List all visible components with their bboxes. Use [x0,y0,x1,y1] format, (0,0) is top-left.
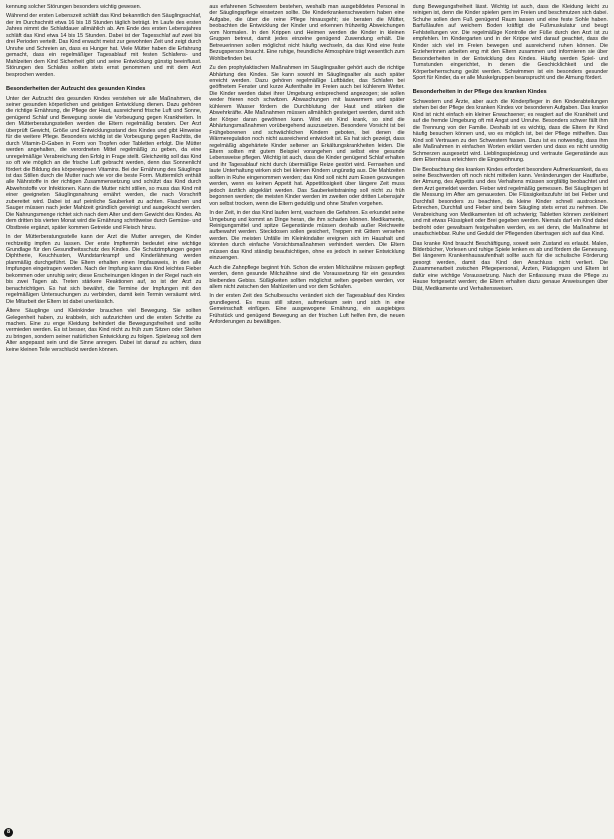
body-paragraph: Ältere Säuglinge und Kleinkinder brauchen viel Bewegung. Sie sollten Gelegenheit haben, zu krabbeln, sich aufzurichten und die ersten Schritte zu machen. Eine zu enge Kleidung behindert die Bewegungsfreiheit und sollte vermieden werden. Es ist besser, das Kind nicht zu früh zum Sitzen oder Stehen zu bringen, sondern seiner natürlichen Entwicklung zu folgen. Spielzeug soll dem Alter angepasst sein und die Sinne anregen. Dabei ist darauf zu achten, dass keine kleinen Teile verschluckt werden können. [6,308,202,353]
body-paragraph: aus erfahrenen Schwestern bestehen, weshalb man ausgebildetes Personal in der Säuglingspflege einsetzen sollte. Die Kinderkrankenschwestern haben eine Aufgabe, die über die reine Pflege hinausgeht; sie beraten die Mütter, beobachten die Entwicklung der Kinder und erkennen frühzeitig Abweichungen vom Normalen. In den Krippen und Heimen werden die Kinder in kleinen Gruppen betreut, damit jedes einzelne genügend Zuwendung erhält. Die Betreuerinnen sollen möglichst nicht häufig wechseln, da das Kind eine feste Bezugsperson braucht. Eine ruhige, freundliche Atmosphäre trägt wesentlich zum Wohlbefinden bei. [209,4,405,62]
body-paragraph: Während der ersten Lebenszeit schläft das Kind bekanntlich den Säuglingsschlaf, der im Durchschnitt etwa 16 bis 18 Stunden täglich beträgt. Im Laufe des ersten Jahres nimmt die Schlafdauer allmählich ab. Am Ende des ersten Lebensjahres schläft das Kind etwa 14 bis 15 Stunden. Dabei ist der Tagesschlaf auf zwei bis drei Perioden verteilt. Das Kind erwacht meist zur gewohnten Zeit und zeigt durch Unruhe und Schreien an, dass es Hunger hat. Viele Mütter haben die Erfahrung gemacht, dass ein regelmäßiger Tagesablauf mit festen Schlafens- und Mahlzeiten dem Kind Sicherheit gibt und seine Entwicklung günstig beeinflusst. Störungen des Schlafes sollten stets ernst genommen und mit dem Arzt besprochen werden. [6,13,202,78]
body-paragraph: Zu den prophylaktischen Maßnahmen im Säuglingsalter gehört auch die richtige Abhärtung des Kindes. Sie kann sowohl im Säuglingsalter als auch später erreicht werden. Dazu gehören regelmäßige Luftbäder, das Schlafen bei geöffnetem Fenster und kurze Aufenthalte im Freien auch bei kühlerem Wetter. Die Kinder werden dabei ihrer Umgebung entsprechend angezogen; sie sollen weder frieren noch schwitzen. Abwaschungen mit lauwarmem und später kühlerem Wasser fördern die Durchblutung der Haut und stärken die Abwehrkräfte. Alle Maßnahmen müssen allmählich gesteigert werden, damit sich der Körper daran gewöhnen kann. Wird ein Kind krank, so sind die Abhärtungsmaßnahmen vorübergehend auszusetzen. Besondere Vorsicht ist bei Frühgeborenen und schwächlichen Kindern geboten, bei denen die Wärmeregulation noch nicht ausreichend entwickelt ist. Es hat sich gezeigt, dass regelmäßig abgehärtete Kinder seltener an Erkältungskrankheiten leiden. Die Eltern sollten mit gutem Beispiel vorangehen und selbst eine gesunde Lebensweise pflegen. Wichtig ist auch, dass die Kinder genügend Schlaf erhalten und ihr Tagesablauf nicht durch übermäßige Reize gestört wird. Fernsehen und laute Unterhaltung wirken sich bei kleinen Kindern ungünstig aus. Die Mahlzeiten sollten in Ruhe eingenommen werden; das Kind soll nicht zum Essen gezwungen werden, wenn es keinen Appetit hat. Appetitlosigkeit über längere Zeit muss jedoch ärztlich abgeklärt werden. Das Sauberkeitstraining soll nicht zu früh begonnen werden; die meisten Kinder werden im zweiten oder dritten Lebensjahr von selbst trocken, wenn die Eltern geduldig und ohne Strafen vorgehen. [209,65,405,207]
page-number-badge: 8 [4,828,13,837]
section-heading: Besonderheiten in der Pflege des kranken Kindes [412,89,547,96]
body-paragraph: In der ersten Zeit des Schulbesuchs verändert sich der Tagesablauf des Kindes grundlegend. Es muss still sitzen, aufmerksam sein und sich in eine Gemeinschaft einfügen. Eine ausgewogene Ernährung, ein ausgiebiges Frühstück und genügend Bewegung an der frischen Luft helfen ihm, die neuen Anforderungen zu bewältigen. [209,293,405,326]
body-paragraph: Die Beobachtung des kranken Kindes erfordert besondere Aufmerksamkeit, da es seine Beschwerden oft noch nicht mitteilen kann. Veränderungen der Hautfarbe, der Atmung, des Appetits und des Verhaltens müssen sorgfältig beobachtet und dem Arzt gemeldet werden. Fieber wird regelmäßig gemessen. Bei Säuglingen ist die Messung im After am genauesten. Die Flüssigkeitszufuhr ist bei Fieber und Durchfall besonders zu beachten, da kleine Kinder schnell austrocknen. Erbrechen, Durchfall und Fieber sind beim Säugling stets ernst zu nehmen. Die Verabreichung von Medikamenten ist oft schwierig; Tabletten können zerkleinert und mit etwas Flüssigkeit oder Brei gegeben werden. Niemals darf ein Kind dabei bedroht oder gewaltsam festgehalten werden, es sei denn, die Maßnahme ist unaufschiebbar. Ruhe und Geduld der Pflegenden übertragen sich auf das Kind. [412,166,608,238]
text-column-right [413,4,608,829]
body-paragraph: kennung solcher Störungen besonders wichtig gewesen. [6,4,142,10]
body-paragraph: Das kranke Kind braucht Beschäftigung, soweit sein Zustand es erlaubt. Malen, Bilderbücher, Vorlesen und ruhige Spiele lenken es ab und fördern die Genesung. Bei längerem Krankenhausaufenthalt sollte auch für die schulische Förderung gesorgt werden, damit das Kind den Anschluss nicht verliert. Die Zusammenarbeit zwischen Pflegepersonal, Ärzten, Pädagogen und Eltern ist dafür eine wichtige Voraussetzung. Nach der Entlassung muss die Pflege zu Hause fortgesetzt werden; die Eltern erhalten dazu genaue Anweisungen über Diät, Medikamente und Verhaltensweisen. [412,240,608,292]
body-paragraph: Unter der Aufzucht des gesunden Kindes verstehen wir alle Maßnahmen, die seiner gesunden körperlichen und geistigen Entwicklung dienen. Dazu gehören die richtige Ernährung, die Pflege der Haut, ausreichend frische Luft und Sonne, genügend Schlaf und Bewegung sowie die Vorbeugung gegen Krankheiten. In den Mütterberatungsstellen werden die Eltern regelmäßig beraten. Der Arzt überprüft Gewicht, Größe und Entwicklungsstand des Kindes und gibt Hinweise für die weitere Pflege. Besonders wichtig ist die Vorbeugung gegen Rachitis, die durch Vitamin-D-Gaben in Form von Tropfen oder Tabletten erfolgt. Die Mütter werden angehalten, die verordneten Mittel regelmäßig zu geben, da eine unregelmäßige Verabreichung den Erfolg in Frage stellt. Gleichzeitig soll das Kind so oft wie möglich an die frische Luft gebracht werden, denn das Sonnenlicht fördert die Bildung des körpereigenen Vitamins. Bei der Ernährung des Säuglings ist das Stillen durch die Mutter nach wie vor die beste Form. Muttermilch enthält alle Nährstoffe in der richtigen Zusammensetzung und schützt das Kind durch Abwehrstoffe vor Infektionen. Kann die Mutter nicht stillen, so muss das Kind mit einer geeigneten Säuglingsnahrung ernährt werden, die nach Vorschrift zubereitet wird. Dabei ist auf peinliche Sauberkeit zu achten. Flaschen und Sauger müssen nach jeder Mahlzeit gründlich gereinigt und ausgekocht werden. Die Nahrungsmenge richtet sich nach dem Alter und dem Gewicht des Kindes. Ab dem dritten bis vierten Monat wird die Ernährung schrittweise durch Gemüse- und Obstbreie ergänzt, später kommen Getreide und Fleisch hinzu. [6,95,202,231]
text-column-middle [209,4,404,829]
body-paragraph: In der Mütterberatungsstelle kann der Arzt die Mutter anregen, die Kinder rechtzeitig impfen zu lassen. Der erste Impftermin bedeutet eine wichtige Grundlage für den Gesundheitsschutz des Kindes. Die Schutzimpfungen gegen Diphtherie, Keuchhusten, Wundstarrkrampf und Kinderlähmung werden planmäßig durchgeführt. Die Eltern erhalten einen Impfausweis, in den alle Impfungen eingetragen werden. Nach der Impfung kann das Kind leichtes Fieber bekommen oder unruhig sein; diese Erscheinungen klingen in der Regel nach ein bis zwei Tagen ab. Treten stärkere Reaktionen auf, so ist der Arzt zu benachrichtigen. Es hat sich bewährt, die Termine der Impfungen mit den regelmäßigen Untersuchungen zu verbinden, damit kein Termin versäumt wird. Die Mitarbeit der Eltern ist dabei unerlässlich. [6,234,202,305]
body-paragraph: dung Bewegungsfreiheit lässt. Wichtig ist auch, dass die Kleidung leicht zu reinigen ist, denn die Kinder spielen gern im Freien und beschmutzen sich dabei. Schuhe sollen dem Fuß genügend Raum lassen und eine feste Sohle haben. Barfußlaufen auf weichem Boden kräftigt die Fußmuskulatur und beugt Fehlstellungen vor. Die regelmäßige Kontrolle der Füße durch den Arzt ist zu empfehlen. Im Kindergarten und in der Krippe wird darauf geachtet, dass die Kinder sich viel im Freien bewegen und ausreichend ruhen können. Die Erzieherinnen arbeiten eng mit den Eltern zusammen und informieren sie über Besonderheiten in der Entwicklung des Kindes. Häufig werden Spiel- und Turnstunden eingerichtet, in denen die Geschicklichkeit und die Körperbeherrschung geübt werden. Schwimmen ist ein besonders gesunder Sport für Kinder, da er alle Muskelgruppen beansprucht und die Atmung fördert. [412,4,608,81]
section-heading: Besonderheiten der Aufzucht des gesunden Kindes [6,85,146,92]
body-paragraph: Schwestern und Ärzte, aber auch die Kinderpfleger in den Kinderabteilungen stehen bei der Pflege des kranken Kindes vor besonderen Aufgaben. Das kranke Kind ist nicht einfach ein kleiner Erwachsener; es reagiert auf die Krankheit und auf die fremde Umgebung oft mit Angst und Unruhe. Besonders schwer fällt ihm die Trennung von der Familie. Deshalb ist es wichtig, dass die Eltern ihr Kind häufig besuchen können und, wo es möglich ist, bei der Pflege mithelfen. Das Kind soll Vertrauen zu den Schwestern fassen. Dazu ist es notwendig, dass ihm alle Maßnahmen in einfachen Worten erklärt werden und dass es nicht unnötig Schmerzen ausgesetzt wird. Lieblingsspielzeug und vertraute Gegenstände aus dem Elternhaus erleichtern die Eingewöhnung. [412,99,608,164]
body-paragraph: Auch die Zahnpflege beginnt früh. Schon die ersten Milchzähne müssen gepflegt werden, denn gesunde Milchzähne sind die Voraussetzung für ein gesundes bleibendes Gebiss. Süßigkeiten sollten möglichst selten gegeben werden, vor allem nicht zwischen den Mahlzeiten und vor dem Schlafen. [209,264,405,291]
body-paragraph: In der Zeit, in der das Kind laufen lernt, wachsen die Gefahren. Es erkundet seine Umgebung und kommt an Dinge heran, die ihm schaden können. Medikamente, Reinigungsmittel und spitze Gegenstände müssen deshalb außer Reichweite aufbewahrt werden. Steckdosen sollen gesichert, Treppen mit Gittern versehen werden. Die meisten Unfälle im Kleinkindalter ereignen sich im Haushalt und könnten durch einfache Vorsichtsmaßnahmen verhindert werden. Die Eltern müssen das Kind ständig beaufsichtigen, ohne es jedoch in seiner Entwicklung einzuengen. [209,210,405,262]
text-column-left [6,4,201,829]
